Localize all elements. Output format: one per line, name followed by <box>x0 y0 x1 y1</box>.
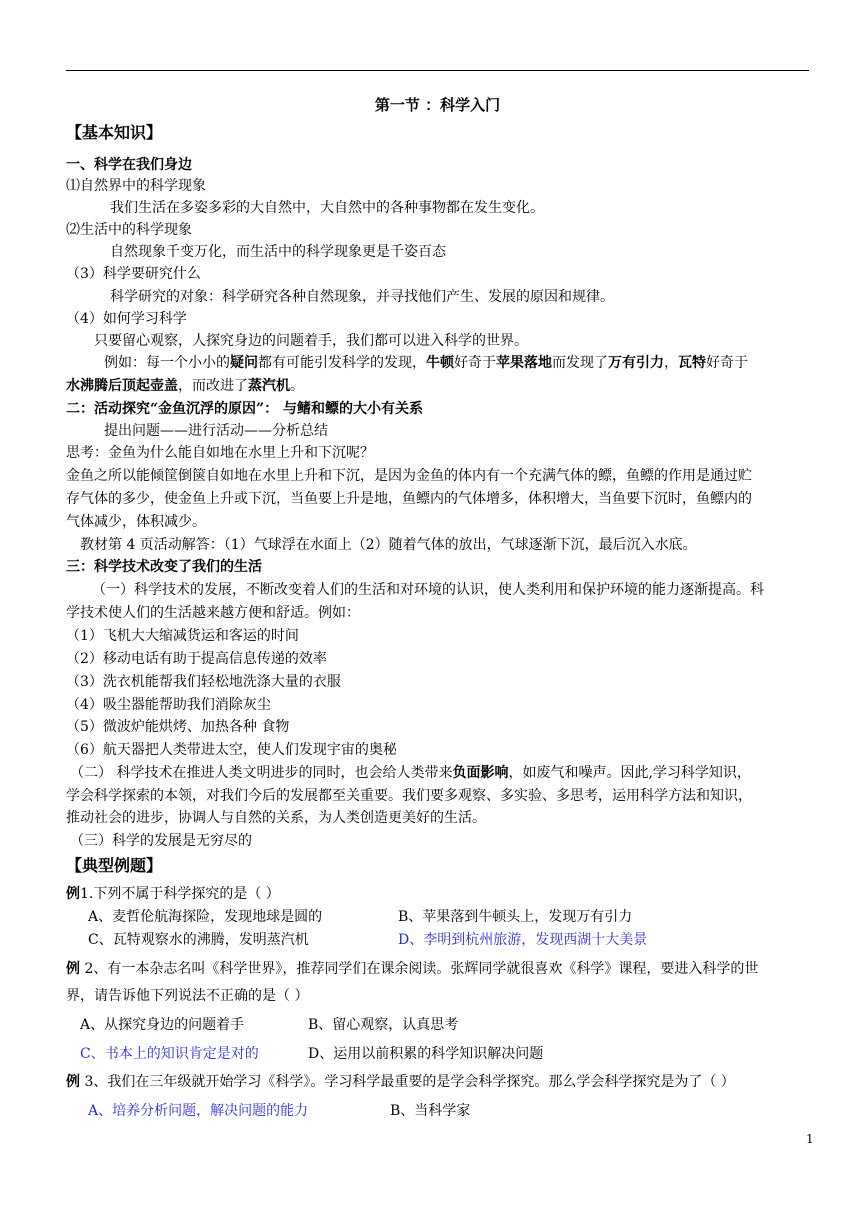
subheading-1-1: ⑴自然界中的科学现象 <box>66 178 206 194</box>
list-item: （1）飞机大大缩减货运和客运的时间 <box>66 628 299 644</box>
paragraph-3-1b: 学技术使人们的生活越来越方便和舒适。例如： <box>66 605 360 621</box>
list-item: （4）吸尘器能帮助我们消除灰尘 <box>66 697 271 713</box>
keyword-watt: 瓦特 <box>678 355 706 371</box>
option-2c-answer: C、书本上的知识肯定是对的 <box>80 1046 259 1062</box>
heading-1: 一、科学在我们身边 <box>66 157 192 173</box>
text-run: 好奇于 <box>454 355 496 371</box>
header-rule <box>66 70 809 71</box>
paragraph-1-2: 自然现象千变万化，而生活中的科学现象更是千姿百态 <box>110 244 446 260</box>
text-run: 例如：每一个小小的 <box>104 355 230 371</box>
option-2a: A、从探究身边的问题着手 <box>80 1017 245 1033</box>
keyword-steam-engine: 蒸汽机 <box>248 378 290 394</box>
heading-2: 二：活动探究“金鱼沉浮的原因”： 与鳍和鳔的大小有关系 <box>66 401 423 417</box>
question-label: 例 <box>66 886 80 902</box>
option-2b: B、留心观察，认真思考 <box>308 1017 459 1033</box>
question-text: 3、我们在三年级就开始学习《科学》。学习科学最重要的是学会科学探究。那么学会科学探究是为了（ ） <box>80 1074 735 1090</box>
paragraph-3-3: （三）科学的发展是无穷尽的 <box>70 833 252 849</box>
list-item: （5）微波炉能烘烤、加热各种 食物 <box>66 719 290 735</box>
question-text: 1.下列不属于科学探究的是（ ） <box>80 886 280 902</box>
text-run: 好奇于 <box>706 355 748 371</box>
paragraph-3-1a: （一）科学技术的发展，不断改变着人们的生活和对环境的认识，使人类利用和保护环境的能力逐渐提高。科 <box>92 582 764 598</box>
question-text: 2、有一本杂志名叫《科学世界》，推荐同学们在课余阅读。张辉同学就很喜欢《科学》课程，要进入科学的世 <box>80 961 759 977</box>
heading-3: 三：科学技术改变了我们的生活 <box>66 559 262 575</box>
list-item: （3）洗衣机能帮我们轻松地洗涤大量的衣服 <box>66 674 341 690</box>
text-run: ，如废气和噪声。因此,学习科学知识， <box>508 765 751 781</box>
text-run: （二） 科学技术在推进人类文明进步的同时，也会给人类带来 <box>70 765 453 781</box>
keyword-apple-falling: 苹果落地 <box>496 355 552 371</box>
section-typical-examples: 【典型例题】 <box>66 856 163 875</box>
option-1a: A、麦哲伦航海探险，发现地球是圆的 <box>88 909 323 925</box>
activity-steps: 提出问题——进行活动——分析总结 <box>104 423 328 439</box>
subheading-1-4: （4）如何学习科学 <box>66 311 187 327</box>
text-run: ，而改进了 <box>178 378 248 394</box>
example-line-2 <box>66 375 809 397</box>
section-basic-knowledge: 【基本知识】 <box>66 123 163 142</box>
question-label: 例 <box>66 961 80 977</box>
example-line-1 <box>104 352 809 374</box>
list-item: （2）移动电话有助于提高信息传递的效率 <box>66 651 327 667</box>
think-answer-line-1: 金鱼之所以能倾筐倒箧自如地在水里上升和下沉，是因为金鱼的体内有一个充满气体的鳔，鱼鳔的作用是通过贮 <box>66 468 752 484</box>
question-2-line-1 <box>66 958 809 980</box>
think-question: 思考：金鱼为什么能自如地在水里上升和下沉呢？ <box>66 445 374 461</box>
think-answer-line-3: 气体减少，体积减少。 <box>66 514 206 530</box>
textbook-answer: 教材第 4 页活动解答：（1）气球浮在水面上（2）随着气体的放出，气球逐渐下沉，最后沉入水底。 <box>80 537 697 553</box>
paragraph-1-3: 科学研究的对象：科学研究各种自然现象，并寻找他们产生、发展的原因和规律。 <box>110 289 614 305</box>
think-answer-line-2: 存气体的多少，使金鱼上升或下沉，当鱼要上升是地，鱼鳔内的气体增多，体积增大，当鱼要下沉时，鱼鳔内的 <box>66 491 752 507</box>
question-3 <box>66 1071 809 1093</box>
text-run: 。 <box>290 378 304 394</box>
page-number: 1 <box>806 1132 814 1146</box>
paragraph-3-2b: 学会科学探索的本领，对我们今后的发展都至关重要。我们要多观察、多实验、多思考，运用科学方法和知识， <box>66 788 752 804</box>
paragraph-3-2a <box>70 762 813 784</box>
text-run: 而发现了 <box>552 355 608 371</box>
option-1b: B、苹果落到牛顿头上，发现万有引力 <box>398 909 633 925</box>
keyword-kettle-lid: 水沸腾后顶起壶盖 <box>66 378 178 394</box>
text-run: ， <box>664 355 678 371</box>
text-run: 都有可能引发科学的发现， <box>258 355 426 371</box>
option-1d-answer: D、李明到杭州旅游，发现西湖十大美景 <box>398 932 648 948</box>
paragraph-3-2c: 推动社会的进步，协调人与自然的关系，为人类创造更美好的生活。 <box>66 810 486 826</box>
keyword-newton: 牛顿 <box>426 355 454 371</box>
paragraph-1-1: 我们生活在多姿多彩的大自然中，大自然中的各种事物都在发生变化。 <box>110 200 544 216</box>
option-1c: C、瓦特观察水的沸腾，发明蒸汽机 <box>88 932 309 948</box>
keyword-gravity: 万有引力 <box>608 355 664 371</box>
keyword-question: 疑问 <box>230 355 258 371</box>
page-title: 第一节 ：科学入门 <box>374 96 501 114</box>
paragraph-1-4: 只要留心观察，人探究身边的问题着手，我们都可以进入科学的世界。 <box>94 333 528 349</box>
keyword-negative-impact: 负面影响 <box>452 765 509 781</box>
question-1 <box>66 883 809 905</box>
question-label: 例 <box>66 1074 80 1090</box>
subheading-1-2: ⑵生活中的科学现象 <box>66 222 192 238</box>
subheading-1-3: （3）科学要研究什么 <box>66 266 201 282</box>
option-3b: B、当科学家 <box>390 1103 471 1119</box>
list-item: （6）航天器把人类带进太空，使人们发现宇宙的奥秘 <box>66 742 397 758</box>
question-2-line-2: 界，请告诉他下列说法不正确的是（ ） <box>66 988 309 1004</box>
option-3a-answer: A、培养分析问题，解决问题的能力 <box>88 1103 309 1119</box>
option-2d: D、运用以前积累的科学知识解决问题 <box>308 1046 544 1062</box>
